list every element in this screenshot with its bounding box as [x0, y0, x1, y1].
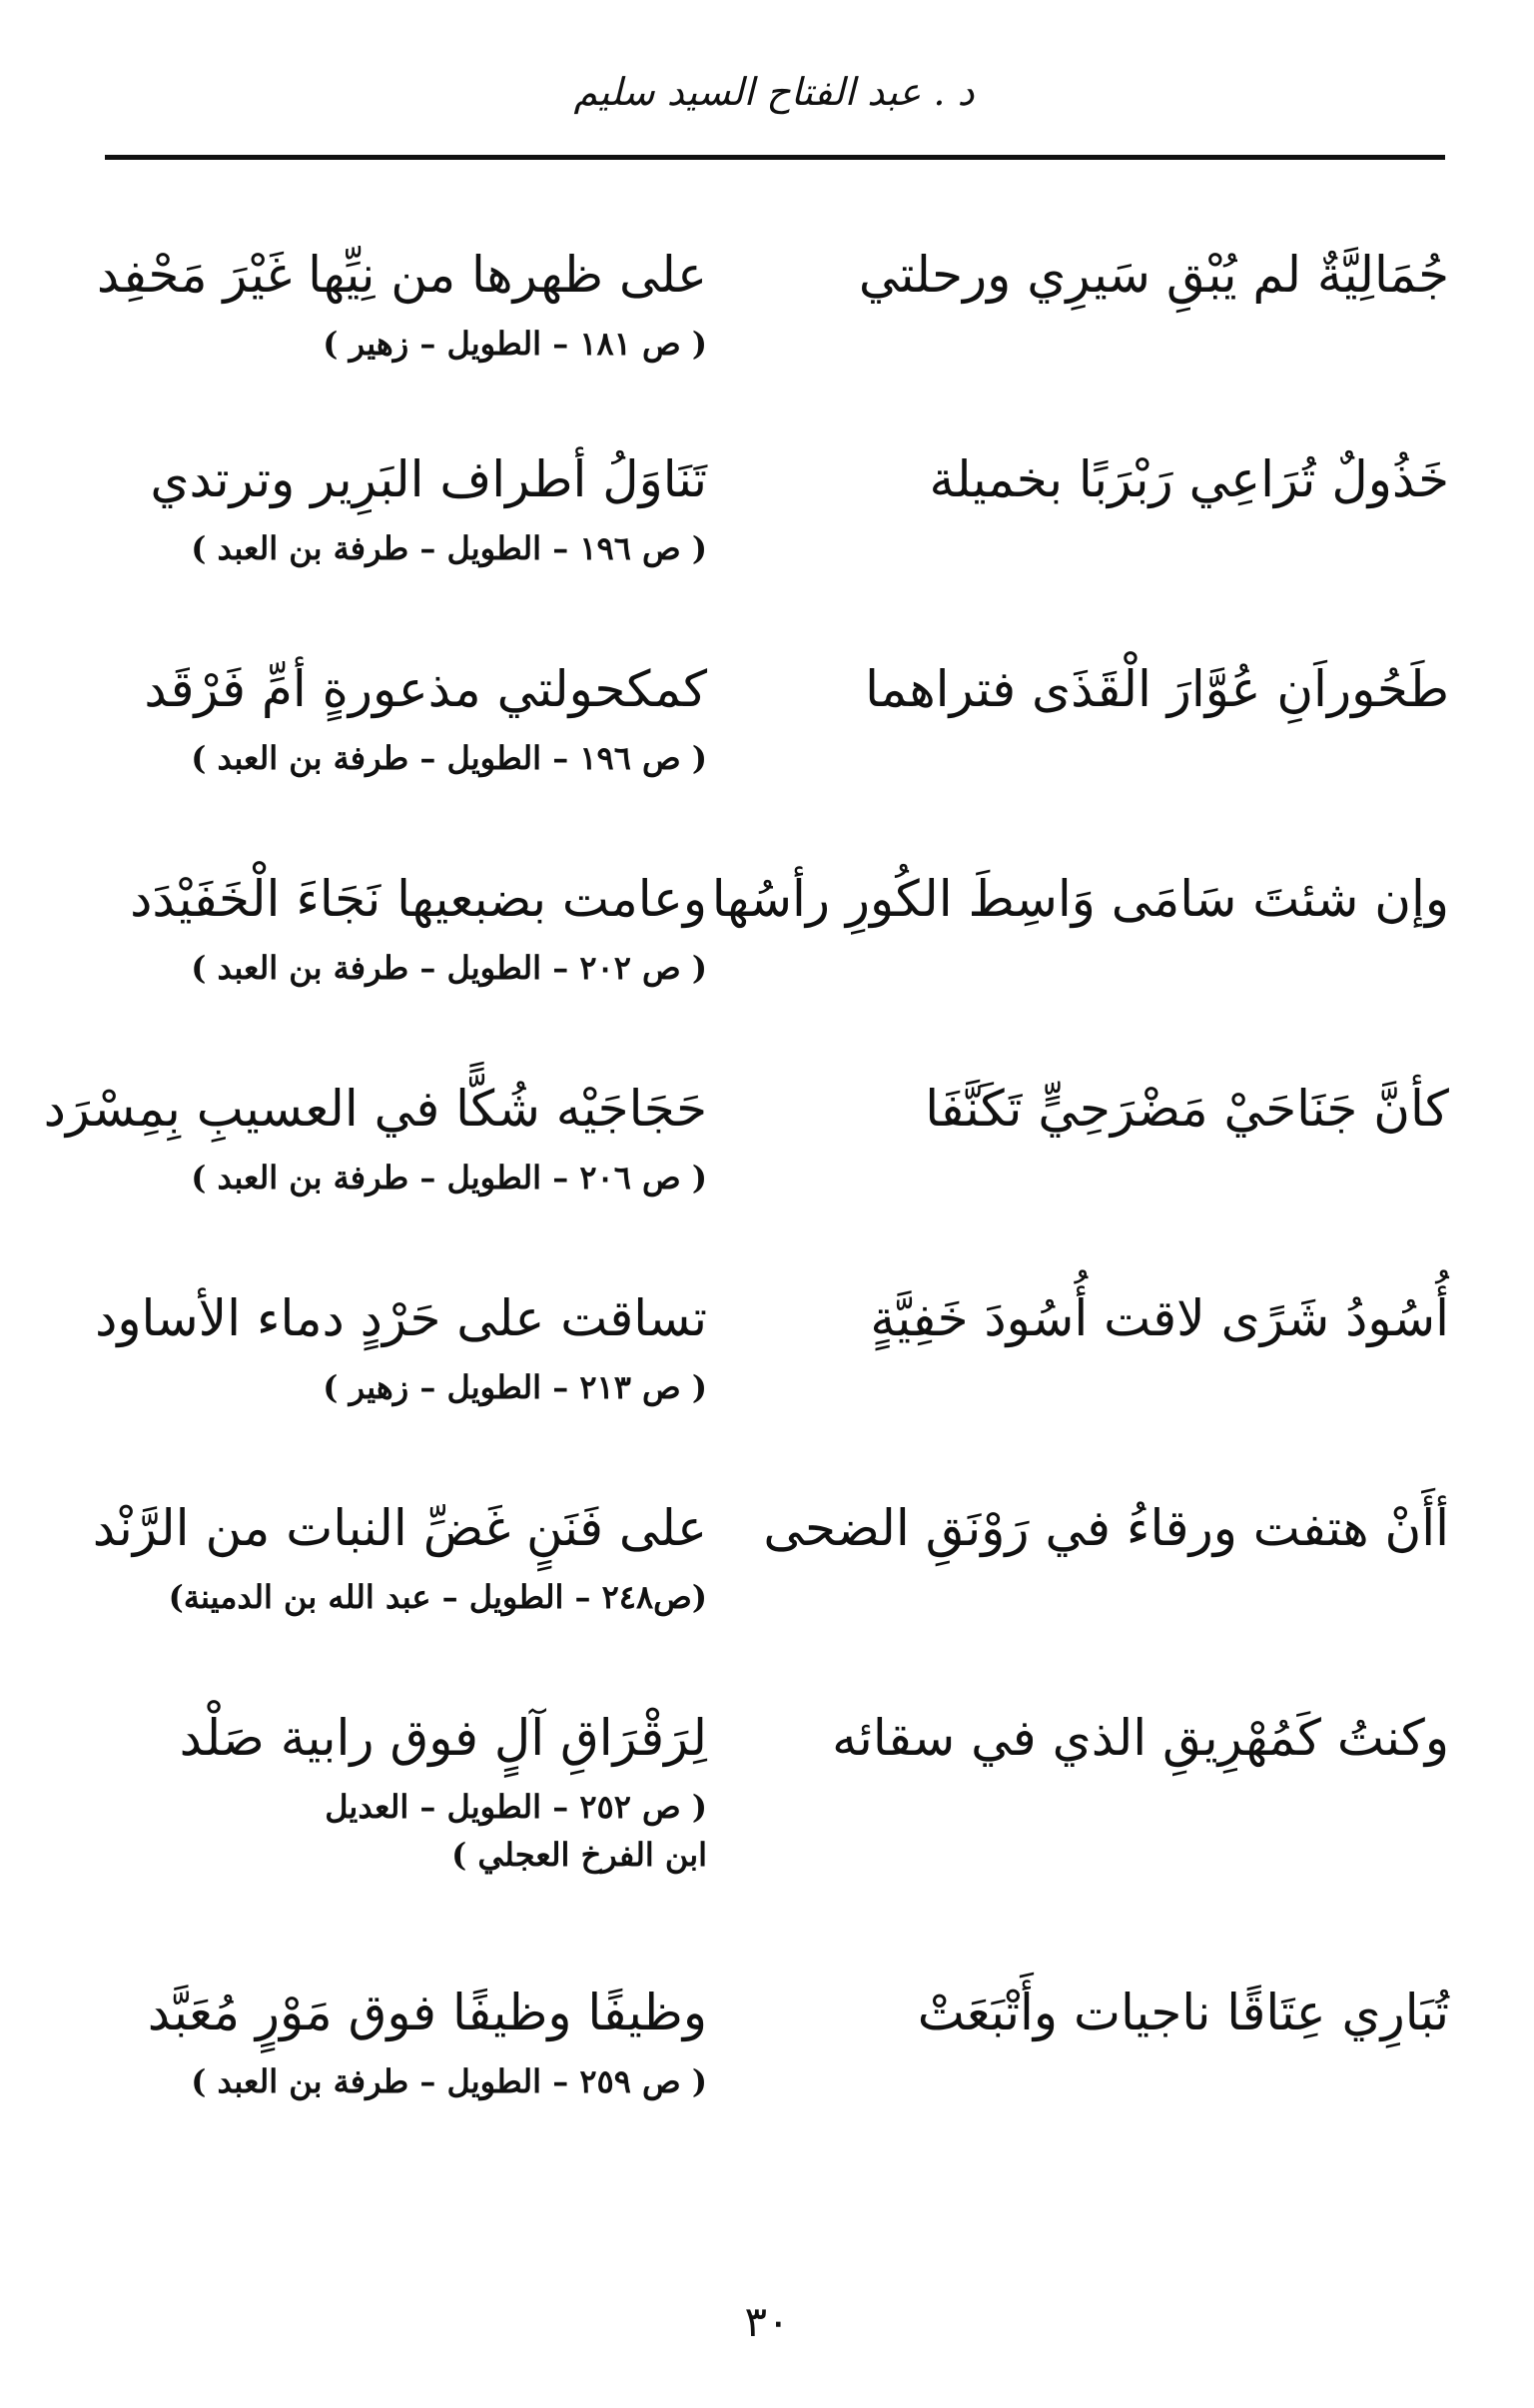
- reference-line: ( ص ٢٠٢ – الطويل – طرفة بن العبد ): [191, 949, 707, 987]
- verse-first-hemistich: جُمَالِيَّةٌ لم يُبْقِ سَيرِي ورحلتي: [858, 246, 1449, 304]
- verse-reference: [88, 1154, 707, 1202]
- verse-second-hemistich: وعامت بضبعيها نَجَاءَ الْخَفَيْدَد: [130, 870, 707, 928]
- verse-reference: [88, 1573, 707, 1621]
- verse-reference: [88, 2057, 707, 2105]
- verse-reference: [88, 1783, 707, 1879]
- reference-line: ( ص ٢٥٢ – الطويل – العديل: [325, 1788, 707, 1826]
- verse-5: [0, 1059, 1534, 1278]
- verse-second-hemistich: كمكحولتي مذعورةٍ أمِّ فَرْقَد: [144, 660, 707, 718]
- verse-first-hemistich: أُسُودُ شَرًى لاقت أُسُودَ خَفِيَّةٍ: [870, 1289, 1449, 1347]
- verse-first-hemistich: أأَنْ هتفت ورقاءُ في رَوْنَقِ الضحى: [763, 1499, 1449, 1557]
- verse-reference: [88, 524, 707, 572]
- verse-first-hemistich: تُبَارِي عِتَاقًا ناجيات وأَتْبَعَتْ: [917, 1984, 1449, 2041]
- reference-line: ( ص ١٩٦ – الطويل – طرفة بن العبد ): [191, 529, 707, 567]
- verse-7: [0, 1478, 1534, 1698]
- verse-second-hemistich: تَنَاوَلُ أطراف البَرِير وترتدي: [150, 450, 707, 508]
- verse-8: [0, 1688, 1534, 1908]
- reference-line: (ص٢٤٨ – الطويل – عبد الله بن الدمينة): [168, 1578, 707, 1616]
- verse-first-hemistich: خَذُولٌ تُرَاعِي رَبْرَبًا بخميلة: [929, 450, 1449, 508]
- verse-second-hemistich: على فَنَنٍ غَضِّ النبات من الرَّنْد: [92, 1499, 707, 1557]
- verse-second-hemistich: لِرَقْرَاقِ آلٍ فوق رابية صَلْد: [179, 1709, 707, 1767]
- verse-2: [0, 429, 1534, 649]
- verse-reference: [88, 944, 707, 992]
- verse-3: [0, 639, 1534, 859]
- reference-line: ( ص ٢٥٩ – الطويل – طرفة بن العبد ): [191, 2062, 707, 2100]
- verse-4: [0, 849, 1534, 1069]
- verse-second-hemistich: على ظهرها من نِيِّها غَيْرَ مَحْفِد: [96, 246, 707, 304]
- verse-reference: [88, 1363, 707, 1411]
- verse-first-hemistich: طَحُوراَنِ عُوَّارَ الْقَذَى فتراهما: [865, 660, 1449, 718]
- verse-second-hemistich: تساقت على حَرْدٍ دماء الأساود: [95, 1289, 707, 1347]
- verse-second-hemistich: حَجَاجَيْه شُكًّا في العسيبِ بِمِسْرَد: [43, 1080, 707, 1138]
- verse-first-hemistich: وكنتُ كَمُهْرِيقِ الذي في سقائه: [832, 1709, 1449, 1767]
- reference-line: ابن الفرخ العجلي ): [451, 1836, 707, 1874]
- running-title: د . عبد الفتاح السيد سليم: [573, 70, 975, 114]
- verse-reference: [88, 320, 707, 368]
- verse-1: [0, 225, 1534, 444]
- reference-line: ( ص ١٨١ – الطويل – زهير ): [323, 325, 707, 363]
- verse-6: [0, 1268, 1534, 1488]
- verse-first-hemistich: وإن شئتَ سَامَى وَاسِطَ الكُورِ رأسُها: [711, 870, 1449, 928]
- verse-reference: [88, 734, 707, 782]
- verse-first-hemistich: كأنَّ جَنَاحَيْ مَضْرَحِيٍّ تَكَنَّفَا: [925, 1080, 1449, 1138]
- reference-line: ( ص ٢١٣ – الطويل – زهير ): [323, 1368, 707, 1406]
- reference-line: ( ص ١٩٦ – الطويل – طرفة بن العبد ): [191, 739, 707, 777]
- page-number: ٣٠: [744, 2297, 790, 2346]
- verse-9: [0, 1963, 1534, 2182]
- reference-line: ( ص ٢٠٦ – الطويل – طرفة بن العبد ): [191, 1159, 707, 1197]
- verse-second-hemistich: وظيفًا وظيفًا فوق مَوْرٍ مُعَبَّد: [147, 1984, 707, 2041]
